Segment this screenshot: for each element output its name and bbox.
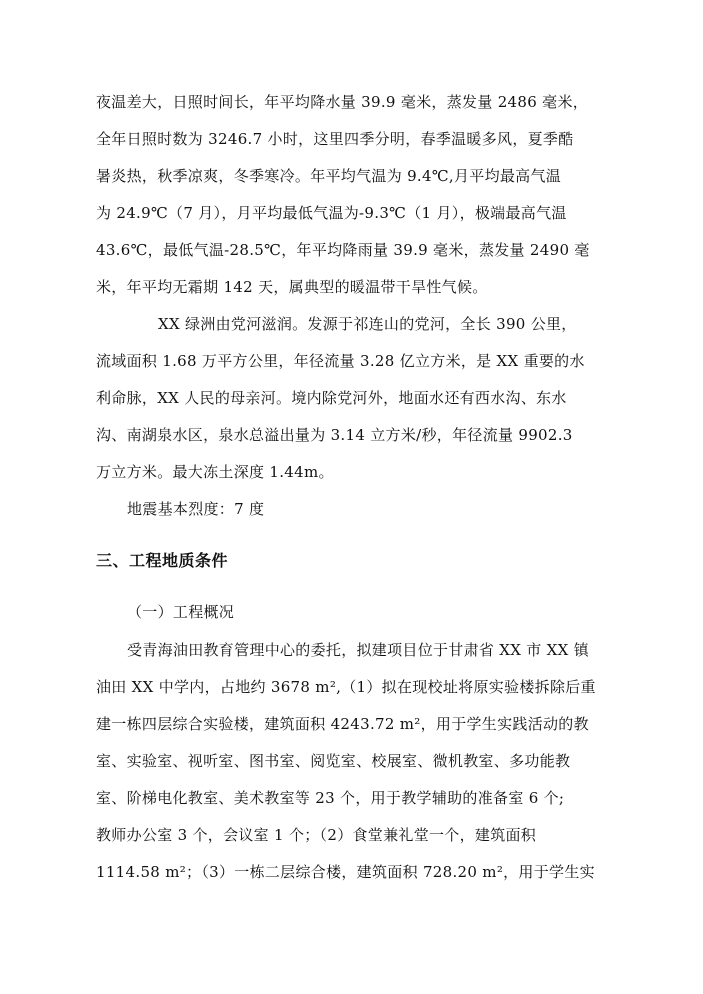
paragraph-project-line-3: 建一栋四层综合实验楼，建筑面积 4243.72 m²，用于学生实践活动的教 (96, 715, 589, 733)
paragraph-hydrology-line-1: XX 绿洲由党河滋润。发源于祁连山的党河，全长 390 公里， (158, 315, 577, 333)
paragraph-project-line-7: 1114.58 m²；（3）一栋二层综合楼，建筑面积 728.20 m²，用于学生实 (96, 863, 595, 881)
paragraph-project-line-1: 受青海油田教育管理中心的委托，拟建项目位于甘肃省 XX 市 XX 镇 (127, 641, 589, 659)
subsection-heading: （一）工程概况 (127, 603, 235, 621)
paragraph-project-line-5: 室、阶梯电化教室、美术教室等 23 个，用于教学辅助的准备室 6 个; (96, 789, 565, 807)
paragraph-climate-line-4: 为 24.9℃（7 月），月平均最低气温为-9.3℃（1 月），极端最高气温 (96, 204, 567, 222)
paragraph-hydrology-line-5: 万立方米。最大冻土深度 1.44m。 (96, 463, 334, 481)
paragraph-climate-line-2: 全年日照时数为 3246.7 小时，这里四季分明，春季温暖多风，夏季酷 (96, 130, 574, 148)
paragraph-climate-line-1: 夜温差大，日照时间长，年平均降水量 39.9 毫米，蒸发量 2486 毫米， (96, 93, 589, 111)
paragraph-climate-line-3: 暑炎热，秋季凉爽，冬季寒冷。年平均气温为 9.4℃,月平均最高气温 (96, 167, 562, 185)
section-heading: 三、工程地质条件 (96, 551, 229, 570)
paragraph-hydrology-line-4: 沟、南湖泉水区，泉水总溢出量为 3.14 立方米/秒，年径流量 9902.3 (96, 426, 573, 444)
paragraph-hydrology-line-2: 流域面积 1.68 万平方公里，年径流量 3.28 亿立方米，是 XX 重要的水 (96, 352, 585, 370)
paragraph-project-line-6: 教师办公室 3 个，会议室 1 个；（2）食堂兼礼堂一个，建筑面积 (96, 826, 537, 844)
paragraph-climate-line-5: 43.6℃，最低气温-28.5℃，年平均降雨量 39.9 毫米，蒸发量 2490 毫 (96, 241, 590, 259)
seismic-intensity-line: 地震基本烈度：7 度 (127, 500, 265, 518)
paragraph-hydrology-line-3: 利命脉，XX 人民的母亲河。境内除党河外，地面水还有西水沟、东水 (96, 389, 567, 407)
paragraph-project-line-2: 油田 XX 中学内，占地约 3678 m²,（1）拟在现校址将原实验楼拆除后重 (96, 678, 596, 696)
paragraph-project-line-4: 室、实验室、视听室、图书室、阅览室、校展室、微机教室、多功能教 (96, 752, 571, 770)
paragraph-climate-line-6: 米，年平均无霜期 142 天，属典型的暖温带干旱性气候。 (96, 278, 488, 296)
